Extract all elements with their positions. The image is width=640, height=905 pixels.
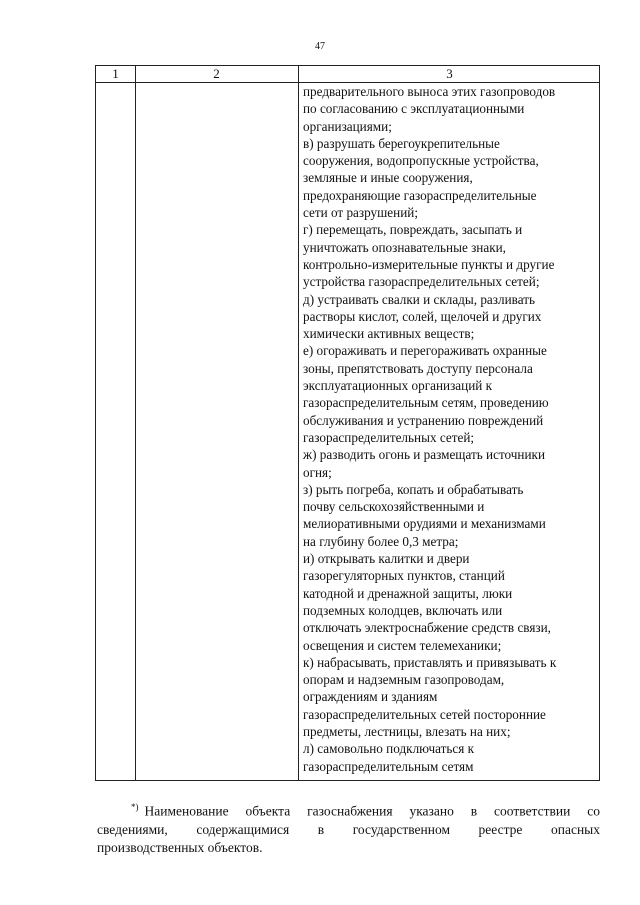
table-header-col-2: 2 [213, 66, 220, 81]
column-3-line: е) огораживать и перегораживать охранные [303, 343, 547, 359]
column-3-line: газораспределительных сетей посторонние [303, 706, 546, 722]
table-header-col-3: 3 [446, 66, 453, 81]
column-3-line: устройства газораспределительных сетей; [303, 274, 540, 290]
column-3-line: газораспределительным сетям [303, 758, 474, 774]
column-3-line: предметы, лестницы, влезать на них; [303, 723, 511, 739]
table-column-divider-2 [298, 66, 299, 780]
footnote [97, 798, 600, 857]
column-3-line: д) устраивать свалки и склады, разливать [303, 291, 535, 307]
column-3-line: почву сельскохозяйственными и [303, 499, 485, 515]
column-3-line: по согласованию с эксплуатационными [303, 101, 525, 117]
document-table [95, 65, 600, 781]
footnote-line-1-text: Наименование объекта газоснабжения указано в соответствии со [144, 803, 600, 819]
column-3-line: газораспределительных сетей; [303, 429, 475, 445]
column-3-content [303, 83, 599, 775]
column-3-line: контрольно-измерительные пункты и другие [303, 256, 555, 272]
column-3-line: освещения и систем телемеханики; [303, 637, 502, 653]
column-3-line: земляные и иные сооружения, [303, 170, 473, 186]
column-3-line: предварительного выноса этих газопроводов [303, 84, 556, 99]
column-3-line: опорам и надземным газопроводам, [303, 672, 505, 688]
table-column-divider-1 [135, 66, 136, 780]
column-3-line: в) разрушать берегоукрепительные [303, 135, 500, 151]
column-3-line: ж) разводить огонь и размещать источники [303, 447, 546, 463]
table-header-col-1: 1 [112, 66, 119, 81]
column-3-line: на глубину более 0,3 метра; [303, 533, 459, 549]
column-3-line: газорегуляторных пунктов, станций [303, 568, 505, 584]
column-3-line: ограждениям и зданиям [303, 689, 438, 705]
column-3-line: огня; [303, 464, 332, 480]
column-3-line: уничтожать опознавательные знаки, [303, 239, 506, 255]
column-3-line: к) набрасывать, приставлять и привязывать к [303, 654, 557, 670]
column-3-line: л) самовольно подключаться к [303, 741, 475, 757]
page-number: 47 [315, 41, 325, 52]
column-3-line: организациями; [303, 118, 392, 134]
column-3-line: подземных колодцев, включать или [303, 602, 503, 618]
column-3-line: з) рыть погреба, копать и обрабатывать [303, 481, 524, 497]
column-3-line: отключать электроснабжение средств связи, [303, 620, 551, 636]
column-3-line: мелиоративными орудиями и механизмами [303, 516, 546, 532]
column-3-line: эксплуатационных организаций к [303, 378, 493, 394]
column-3-line: зоны, препятствовать доступу персонала [303, 360, 533, 376]
column-3-line: сооружения, водопропускные устройства, [303, 153, 539, 169]
footnote-line-3: производственных объектов. [97, 839, 263, 855]
column-3-line: химически активных веществ; [303, 326, 475, 342]
column-3-line: г) перемещать, повреждать, засыпать и [303, 222, 523, 238]
column-3-line: сети от разрушений; [303, 205, 418, 221]
column-3-line: и) открывать калитки и двери [303, 551, 470, 567]
footnote-mark: *) [131, 802, 139, 812]
footnote-line-2: сведениями, содержащимися в государственном реестре опасных [97, 821, 600, 837]
column-3-line: катодной и дренажной защиты, люки [303, 585, 513, 601]
column-3-line: обслуживания и устранению повреждений [303, 412, 544, 428]
column-3-line: предохраняющие газораспределительные [303, 187, 537, 203]
column-3-line: газораспределительным сетям, проведению [303, 395, 549, 411]
footnote-line-1 [97, 798, 600, 821]
column-3-line: растворы кислот, солей, щелочей и других [303, 308, 542, 324]
